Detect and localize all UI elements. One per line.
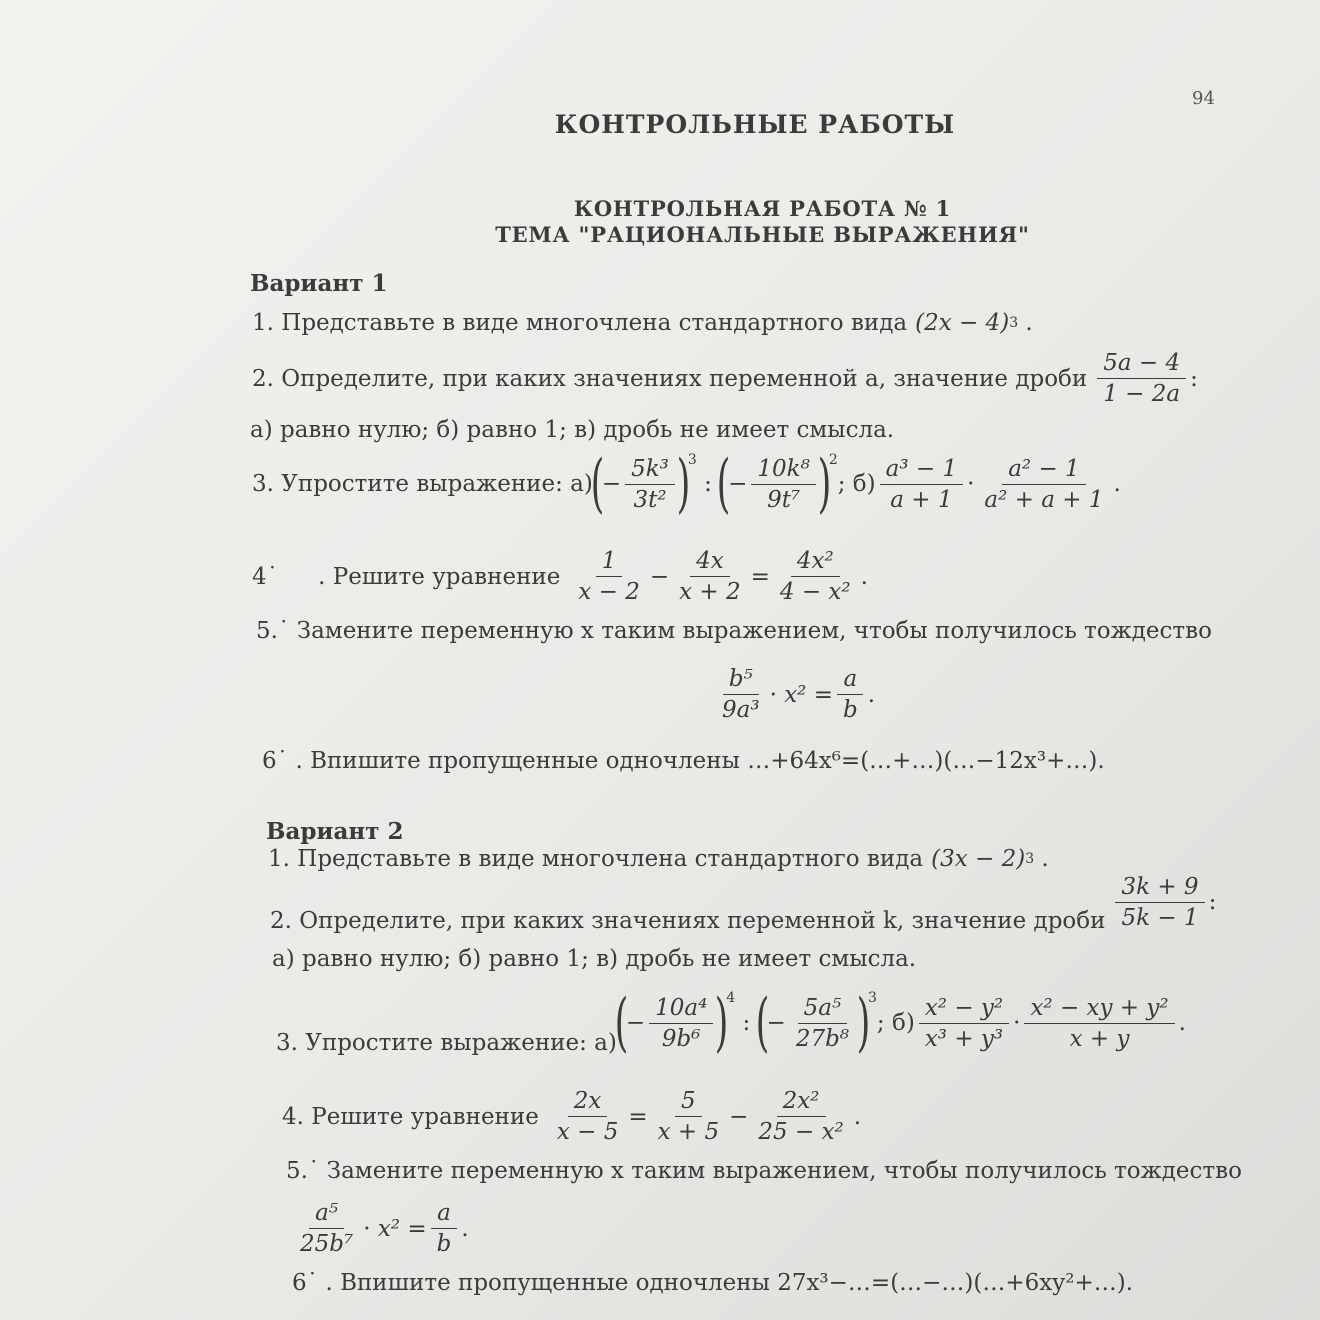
- fraction: [919, 995, 1009, 1052]
- fraction: [790, 995, 855, 1052]
- page-number: 94: [1192, 88, 1215, 109]
- denominator: 27b⁸: [795, 1025, 850, 1052]
- right-paren: ): [676, 447, 691, 521]
- v1-task-6: [262, 748, 1105, 774]
- fraction: [649, 995, 713, 1052]
- right-paren: ): [714, 986, 729, 1060]
- numerator: a³ − 1: [880, 456, 963, 485]
- fraction: [1024, 995, 1174, 1052]
- numerator: 4x: [690, 548, 730, 577]
- exponent: 2: [828, 452, 838, 468]
- right-paren: ): [817, 447, 832, 521]
- expression: (2x − 4): [915, 310, 1010, 336]
- v1-task-2: 2. Определите, при каких значениях переменной a, значение дроби $\frac{5a - 4}{1 - 2a}$ :: [252, 350, 1198, 407]
- test-topic: ТЕМА "РАЦИОНАЛЬНЫЕ ВЫРАЖЕНИЯ": [495, 222, 1030, 247]
- fraction: [551, 1088, 625, 1145]
- exponent: 3: [868, 990, 877, 1006]
- numerator: a² − 1: [1002, 456, 1085, 485]
- fraction: [751, 456, 815, 513]
- v2-task-3: 3. Упростите выражение: а) ( − $\frac{\text{10a⁴}}{\text{9b⁶}}$ ) 4 : ( − $\frac{\text{5a⁵}}{\text{27b⁸}}$ ) 3 ; б) $\frac{\text{x² − y²}}{\text{x³ + y³}}$ · $\frac{\text{x² − xy + y²}}{x + y}$ .: [276, 986, 1186, 1060]
- task-text: 1. Представьте в виде многочлена стандартного вида: [268, 846, 924, 872]
- numerator: b⁵: [723, 666, 759, 695]
- v1-task-5-identity: $\frac{\text{b⁵}}{\text{9a³}}$ · x² = $\frac{a}{b}$ .: [712, 666, 875, 723]
- v1-task-3: 3. Упростите выражение: а) ( − $\frac{\text{5k³}}{\text{3t²}}$ ) 3 : ( − $\frac{\text{10k⁸}}{\text{9t⁷}}$ ) 2 ; б) $\frac{\text{a³ − 1}}{a + 1}$ · $\frac{\text{a² − 1}}{\text{a² + a + 1}}$ .: [252, 447, 1121, 521]
- exponent: 3: [1025, 851, 1035, 867]
- task-text: 6˙ . Впишите пропущенные одночлены …+64x⁶=(…+…)(…−12x³+…).: [262, 748, 1105, 774]
- v1-task-4: 4˙ . Решите уравнение $\frac{1}{x - 2}$ − $\frac{4x}{x + 2}$ = $\frac{\text{4x²}}{\text{4 − x²}}$ .: [252, 548, 868, 605]
- numerator: x² − xy + y²: [1024, 995, 1174, 1024]
- denominator: x − 5: [556, 1119, 619, 1145]
- denominator: 4 − x²: [779, 579, 851, 605]
- numerator: 3k + 9: [1115, 874, 1204, 903]
- numerator: 1: [596, 548, 623, 577]
- fraction: [625, 456, 675, 513]
- right-paren: ): [856, 986, 871, 1060]
- denominator: a² + a + 1: [984, 486, 1104, 513]
- numerator: 5k³: [625, 456, 675, 485]
- fraction: [673, 548, 747, 605]
- fraction: [1097, 350, 1186, 407]
- denominator: x + 5: [657, 1119, 720, 1145]
- numerator: 5a⁵: [798, 995, 848, 1024]
- task-text: 3. Упростите выражение: а): [252, 471, 593, 497]
- v2-task-5-identity: $\frac{\text{a⁵}}{\text{25b⁷}}$ · x² = $\frac{a}{b}$ .: [290, 1200, 469, 1257]
- task-text: а) равно нулю; б) равно 1; в) дробь не имеет смысла.: [272, 946, 917, 972]
- left-paren: (: [755, 986, 769, 1060]
- v2-task-5: [286, 1158, 1242, 1184]
- v1-task-1: 1. Представьте в виде многочлена стандартного вида (2x − 4) 3 .: [252, 310, 1033, 336]
- denominator: a + 1: [890, 486, 953, 513]
- variant-1-title: Вариант 1: [250, 270, 388, 297]
- numerator: 10k⁸: [751, 456, 815, 485]
- denominator: x³ + y³: [924, 1025, 1004, 1052]
- page-heading: КОНТРОЛЬНЫЕ РАБОТЫ: [554, 110, 956, 139]
- denominator: x + y: [1069, 1025, 1130, 1052]
- task-text: 5.˙ Замените переменную x таким выражением, чтобы получилось тождество: [256, 618, 1212, 644]
- v1-task-2-options: [250, 417, 894, 443]
- denominator: 1 − 2a: [1103, 381, 1181, 407]
- task-text: 6˙ . Впишите пропущенные одночлены 27x³−…=(…−…)(…+6xy²+…).: [292, 1270, 1134, 1296]
- exponent: 3: [1009, 315, 1019, 331]
- v1-task-5: [256, 618, 1212, 644]
- denominator: 5k − 1: [1121, 904, 1199, 931]
- v2-task-2: 2. Определите, при каких значениях переменной k, значение дроби $\frac{3k + 9}{5k - 1}$ :: [270, 873, 1217, 934]
- task-number: 4˙: [252, 563, 279, 590]
- task-text: а) равно нулю; б) равно 1; в) дробь не имеет смысла.: [250, 417, 895, 443]
- numerator: a: [431, 1200, 457, 1229]
- denominator: 9t⁷: [767, 486, 801, 513]
- fraction: [880, 456, 963, 513]
- test-title: КОНТРОЛЬНАЯ РАБОТА № 1: [573, 196, 952, 221]
- denominator: x − 2: [578, 579, 640, 605]
- task-text: 3. Упростите выражение: а): [276, 1030, 617, 1056]
- fraction: [294, 1200, 359, 1257]
- part-b-label: ; б): [837, 471, 876, 497]
- fraction: [1115, 874, 1204, 931]
- denominator: 25b⁷: [300, 1231, 354, 1257]
- left-paren: (: [716, 447, 731, 521]
- numerator: x² − y²: [919, 995, 1009, 1024]
- fraction: [652, 1088, 726, 1145]
- denominator: 9a³: [722, 697, 760, 723]
- numerator: 5a − 4: [1097, 350, 1186, 379]
- task-text: 2. Определите, при каких значениях переменной k, значение дроби: [270, 908, 1106, 934]
- denominator: x + 2: [679, 579, 741, 605]
- left-paren: (: [614, 986, 629, 1060]
- numerator: 5: [675, 1088, 702, 1117]
- task-text: . Решите уравнение: [318, 563, 561, 590]
- fraction: [837, 666, 864, 723]
- numerator: 10a⁴: [649, 995, 713, 1024]
- v2-task-4: 4. Решите уравнение $\frac{2x}{x - 5}$ = $\frac{5}{x + 5}$ − $\frac{\text{2x²}}{\text{25 − x²}}$ .: [282, 1088, 862, 1145]
- fraction: [752, 1088, 849, 1145]
- numerator: 2x: [568, 1088, 608, 1117]
- numerator: a: [837, 666, 863, 695]
- denominator: 3t²: [633, 486, 667, 513]
- task-text: 1. Представьте в виде многочлена стандартного вида: [252, 310, 908, 336]
- v2-task-6: [292, 1270, 1133, 1296]
- operator: · x² =: [363, 1215, 427, 1242]
- fraction: [572, 548, 646, 605]
- fraction: [774, 548, 857, 605]
- part-b-label: ; б): [876, 1010, 915, 1036]
- fraction: [431, 1200, 458, 1257]
- operator: · x² =: [769, 681, 833, 708]
- fraction: [716, 666, 766, 723]
- v2-task-2-options: [272, 946, 916, 972]
- exponent: 3: [687, 452, 697, 468]
- task-text: 4. Решите уравнение: [282, 1103, 539, 1130]
- denominator: 25 − x²: [758, 1119, 844, 1145]
- fraction: [978, 456, 1109, 513]
- task-text: 5.˙ Замените переменную x таким выражением, чтобы получилось тождество: [286, 1158, 1242, 1184]
- expression: (3x − 2): [931, 846, 1026, 872]
- v2-task-1: 1. Представьте в виде многочлена стандартного вида (3x − 2) 3 .: [268, 846, 1049, 872]
- numerator: a⁵: [309, 1200, 344, 1229]
- left-paren: (: [590, 447, 605, 521]
- task-text: 2. Определите, при каких значениях переменной a, значение дроби: [252, 365, 1088, 392]
- variant-2-title: Вариант 2: [266, 818, 404, 845]
- denominator: b: [842, 697, 858, 723]
- denominator: b: [436, 1231, 452, 1257]
- numerator: 2x²: [777, 1088, 826, 1117]
- denominator: 9b⁶: [661, 1025, 701, 1052]
- exponent: 4: [726, 990, 736, 1006]
- numerator: 4x²: [791, 548, 840, 577]
